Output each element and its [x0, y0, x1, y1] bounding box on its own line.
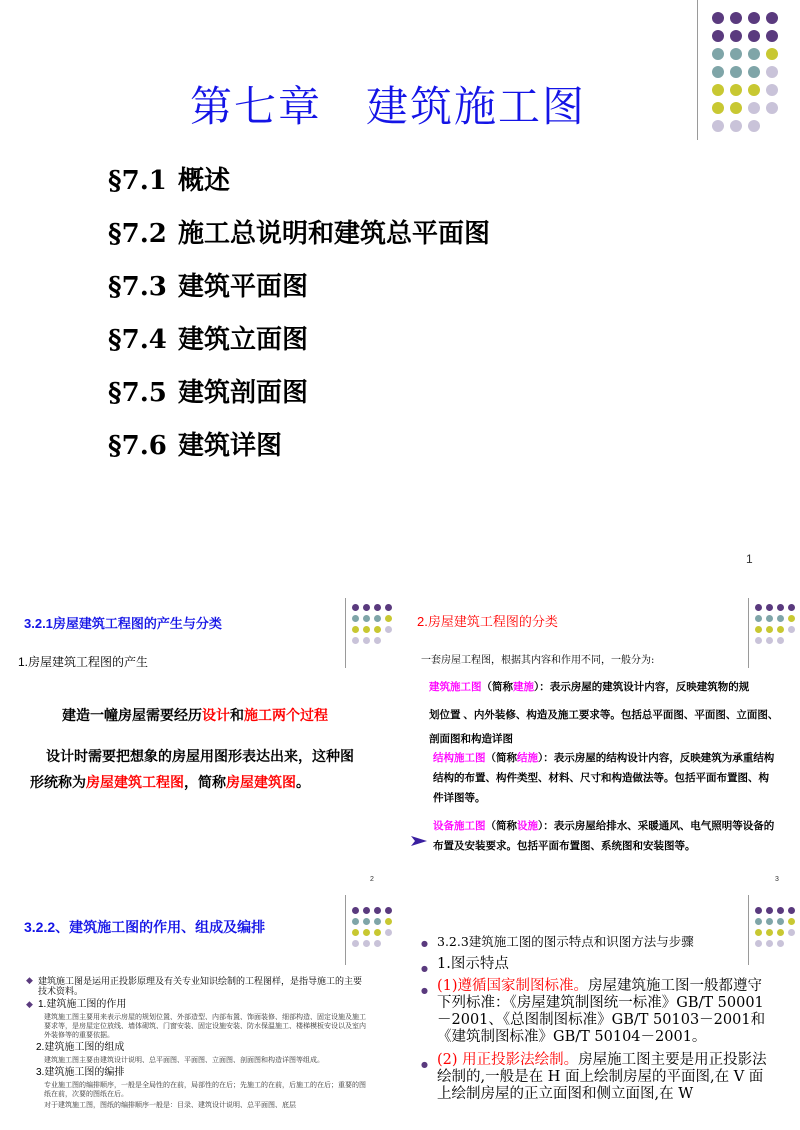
definition-paragraph: 设计时需要把想象的房屋用图形表达出来，这种图形统称为房屋建筑工程图，简称房屋建筑图。 [30, 748, 354, 790]
toc-text: 施工总说明和建筑总平面图 [178, 218, 491, 248]
toc-number: §7.3 [108, 272, 167, 302]
toc-text: 建筑详图 [178, 430, 283, 460]
toc-number: §7.5 [108, 378, 167, 408]
bullet-icon: ● [421, 1060, 428, 1069]
toc-number: §7.2 [108, 219, 167, 249]
slide-3 [403, 598, 800, 888]
toc-number: §7.6 [108, 431, 167, 461]
toc-item[interactable] [108, 266, 490, 319]
section-title: 2.房屋建筑工程图的分类 [417, 614, 558, 629]
section-title: 3.2.1房屋建筑工程图的产生与分类 [24, 616, 222, 631]
toc-item[interactable] [108, 213, 490, 266]
toc-number: §7.4 [108, 325, 167, 355]
subsection-title: 1.房屋建筑工程图的产生 [18, 655, 149, 669]
toc-item[interactable] [108, 425, 490, 478]
toc-list [108, 160, 490, 478]
category-structural: 结构施工图（简称结施）：表示房屋的结构设计内容，反映建筑为承重结构结构的布置、构件类型、材料、尺寸和构造做法等。包括平面布置图、构件详图等。 [433, 752, 775, 804]
process-line: 建造一幢房屋需要经历设计和施工两个过程 [62, 707, 328, 723]
page-title: 第七章 建筑施工图 [190, 82, 587, 131]
category-equipment: 设备施工图（简称设施）：表示房屋给排水、采暖通风、电气照明等设备的布置及安装要求。包括平面布置图、系统图和安装图等。 [433, 820, 775, 852]
toc-item[interactable] [108, 319, 490, 372]
bullet-icon: ● [421, 986, 428, 995]
decor-dot-grid [352, 604, 396, 648]
toc-text: 概述 [178, 165, 231, 195]
category-architectural: 建筑施工图（简称建施）：表示房屋的建筑设计内容，反映建筑物的规 划位置 、内外装修、构造及施工要求等。包括总平面图、平面图、立面图、剖面图和构造详图 [429, 681, 779, 745]
page-number: 3 [775, 876, 779, 883]
toc-text: 建筑立面图 [178, 324, 309, 354]
page-number: 1 [746, 552, 753, 566]
toc-text: 建筑平面图 [178, 271, 309, 301]
decor-vertical-line [697, 0, 698, 140]
decor-vertical-line [345, 598, 346, 668]
bullet-icon: ◆ [26, 976, 33, 986]
bullet-icon: ● [421, 939, 428, 948]
bullet-icon: ◆ [26, 1000, 33, 1010]
bullet-icon: ● [421, 964, 428, 973]
decor-dot-grid [755, 604, 799, 648]
toc-text: 建筑剖面图 [178, 377, 309, 407]
body-text: ◆ 建筑施工图是运用正投影原理及有关专业知识绘制的工程图样，是指导施工的主要技术资料。 ◆ 1.建筑施工图的作用 建筑施工图主要用来表示房屋的规划位置、外部造型、内部布置、饰面装修、细部构造、固定设施及施工要求等，是房屋定位放线、墙体砌筑、门窗安装、固定设施安装、防水保温施工、楼梯模板安设以及室内外装修等的重要依据。 2.建筑施工图的组成 建筑施工图主要由建筑设计说明、总平面图、平面图、立面图、剖面图和构造详图等组成。 3.建筑施工图的编排 专业施工图的编排顺序，一般是全局性的在前，局部性的在后；先施工的在前，后施工的在后；重要的图纸在前，次要的图纸在后。 对于建筑施工图，图纸的编排顺序一般是：目录、建筑设计说明、总平面图、底层 [26, 976, 366, 1109]
body-text: ● 3.2.3建筑施工图的图示特点和识图方法与步骤 ● 1.图示特点 ● (1)遵循国家制图标准。房屋建筑施工图一般都遵守下列标准：《房屋建筑制图统一标准》GB/T 50001－2001、《总图制图标准》GB/T 50103－2001和《建筑制图标准》GB/T 50104－2001。 ● (2) 用正投影法绘制。房屋施工图主要是用正投影法绘制的,一般是在 H 面上绘制房屋的平面图,在 V 面上绘制房屋的正立面图和侧立面图,在 W [421, 934, 767, 1102]
slide-4 [0, 895, 397, 1130]
intro-text: 一套房屋工程图，根据其内容和作用不同，一般分为: [421, 655, 655, 666]
decor-vertical-line [748, 598, 749, 668]
slide-5 [403, 895, 800, 1130]
toc-item[interactable] [108, 372, 490, 425]
decor-dot-grid [712, 12, 784, 138]
toc-number: §7.1 [108, 166, 167, 196]
page-number: 2 [370, 876, 374, 883]
decor-dot-grid [352, 907, 396, 951]
decor-vertical-line [345, 895, 346, 965]
slide-2 [0, 598, 397, 888]
toc-item[interactable] [108, 160, 490, 213]
arrow-bullet-icon [411, 836, 427, 846]
section-title: 3.2.2、建筑施工图的作用、组成及编排 [24, 919, 266, 935]
